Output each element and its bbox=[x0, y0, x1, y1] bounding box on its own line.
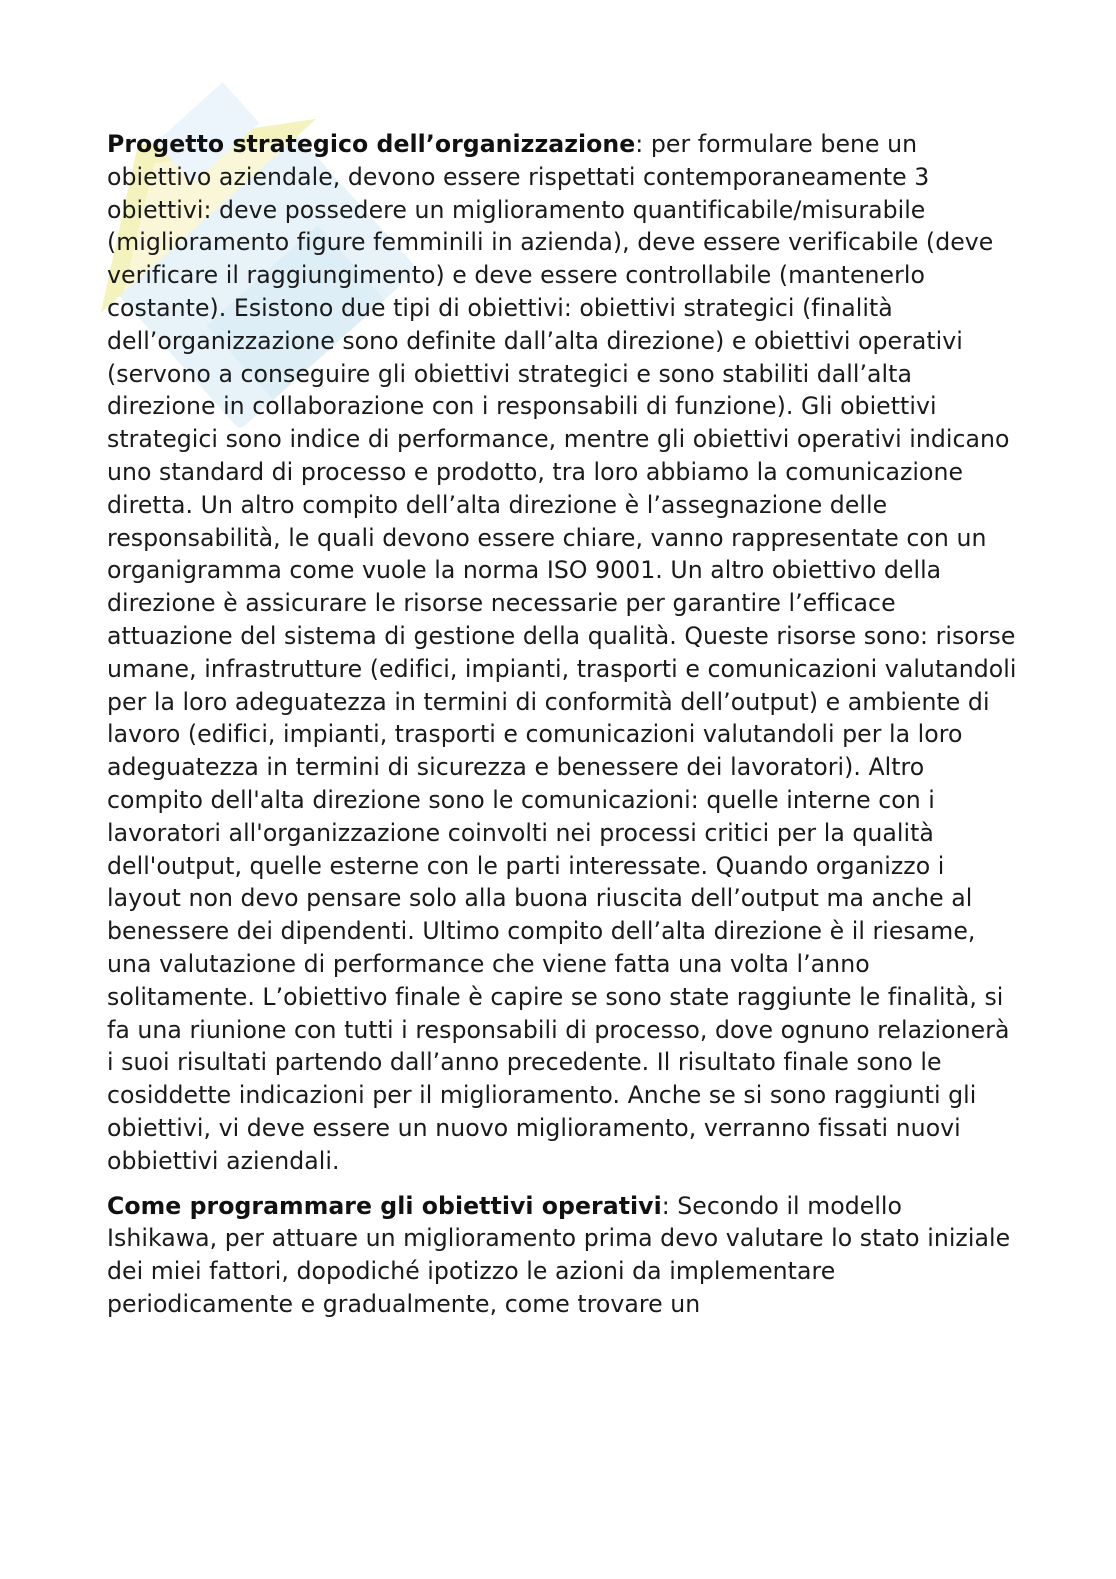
paragraph-text: : per formulare bene un obiettivo aziendale, devono essere rispettati contemporaneamente 3 obiettivi: deve possedere un miglioramento quantificabile/misurabile (miglioramento figure femminili in azienda), deve essere verificabile (deve verificare il raggiungimento) e deve essere controllabile (mantenerlo costante). Esistono due tipi di obiettivi: obiettivi strategici (finalità dell’organizzazione sono definite dall’alta direzione) e obiettivi operativi (servono a conseguire gli obiettivi strategici e sono stabiliti dall’alta direzione in collaborazione con i responsabili di funzione). Gli obiettivi strategici sono indice di performance, mentre gli obiettivi operativi indicano uno standard di processo e prodotto, tra loro abbiamo la comunicazione diretta. Un altro compito dell’alta direzione è l’assegnazione delle responsabilità, le quali devono essere chiare, vanno rappresentate con un organigramma come vuole la norma ISO 9001. Un altro obiettivo della direzione è assicurare le risorse necessarie per garantire l’efficace attuazione del sistema di gestione della qualità. Queste risorse sono: risorse umane, infrastrutture (edifici, impianti, trasporti e comunicazioni valutandoli per la loro adeguatezza in termini di conformità dell’output) e ambiente di lavoro (edifici, impianti, trasporti e comunicazioni valutandoli per la loro adeguatezza in termini di sicurezza e benessere dei lavoratori). Altro compito dell'alta direzione sono le comunicazioni: quelle interne con i lavoratori all'organizzazione coinvolti nei processi critici per la qualità dell'output, quelle esterne con le parti interessate. Quando organizzo i layout non devo pensare solo alla buona riuscita dell’output ma anche al benessere dei dipendenti. Ultimo compito dell’alta direzione è il riesame, una valutazione di performance che viene fatta una volta l’anno solitamente. L’obiettivo finale è capire se sono state raggiunte le finalità, si fa una riunione con tutti i responsabili di processo, dove ognuno relazionerà i suoi risultati partendo dall’anno precedente. Il risultato finale sono le cosiddette indicazioni per il miglioramento. Anche se si sono raggiunti gli obiettivi, vi deve essere un nuovo miglioramento, verranno fissati nuovi obbiettivi aziendali. bbox=[107, 130, 1017, 1175]
paragraph-text: : Secondo il modello Ishikawa, per attuare un miglioramento prima devo valutare lo stato iniziale dei miei fattori, dopodiché ipotizzo le azioni da implementare periodicamente e gradualmente, come trovare un bbox=[107, 1191, 1011, 1318]
paragraph-obiettivi-operativi bbox=[107, 1190, 1017, 1321]
paragraph-progetto-strategico bbox=[107, 128, 1017, 1178]
paragraph-heading: Progetto strategico dell’organizzazione bbox=[107, 130, 636, 158]
paragraph-heading: Come programmare gli obiettivi operativi bbox=[107, 1191, 662, 1220]
document-body bbox=[107, 128, 1017, 1333]
